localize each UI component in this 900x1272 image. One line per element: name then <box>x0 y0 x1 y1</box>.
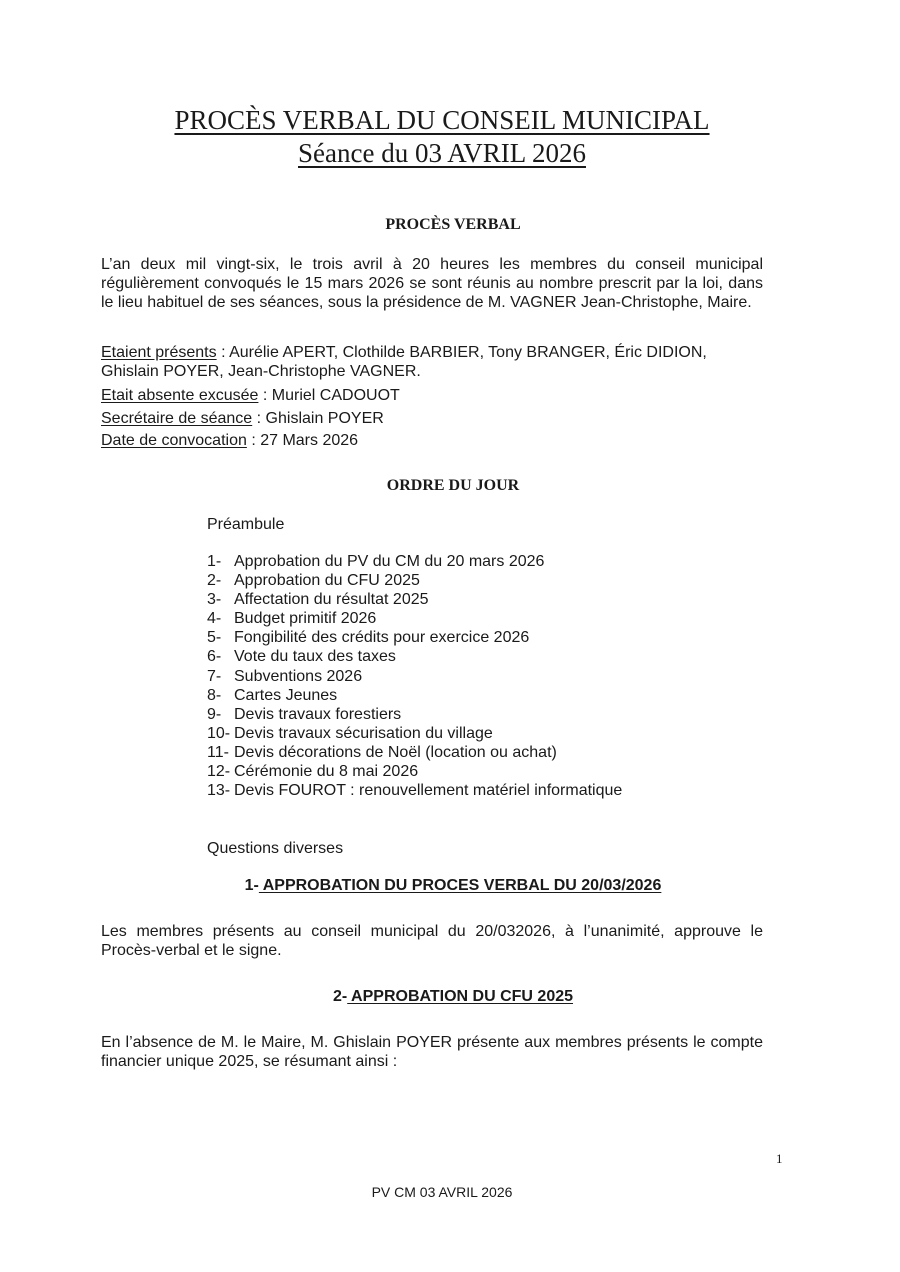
present-label: Etaient présents <box>101 344 217 361</box>
secretary-line <box>101 409 763 428</box>
section2-title: APPROBATION DU CFU 2025 <box>347 988 574 1005</box>
document-title-line2: Séance du 03 AVRIL 2026 <box>298 138 586 168</box>
agenda-list <box>207 552 622 800</box>
intro-paragraph: L’an deux mil vingt-six, le trois avril à 20 heures les membres du conseil municipal régulièrement convoqués le 15 mars 2026 se sont réunis au nombre prescrit par la loi, dans le lieu habituel de ses séances, sous la présidence de M. VAGNER Jean-Christophe, Maire. <box>101 256 763 311</box>
section1-title: APPROBATION DU PROCES VERBAL DU 20/03/2026 <box>258 877 662 894</box>
pv-heading: PROCÈS VERBAL <box>385 216 521 233</box>
agenda-item: 7- Subventions 2026 <box>207 667 363 685</box>
agenda-item: 5- Fongibilité des crédits pour exercice 2026 <box>207 629 530 647</box>
absent-label: Etait absente excusée <box>101 387 259 404</box>
agenda-item: 10- Devis travaux sécurisation du village <box>207 724 493 742</box>
agenda-item: 6- Vote du taux des taxes <box>207 648 396 666</box>
secretary-value: : Ghislain POYER <box>252 410 384 427</box>
attendance-present <box>101 343 763 381</box>
section1-number: 1- <box>244 877 259 894</box>
agenda-item: 2- Approbation du CFU 2025 <box>207 572 420 590</box>
agenda-item: 1- Approbation du PV du CM du 20 mars 2026 <box>207 553 545 570</box>
convocation-line <box>101 431 763 450</box>
document-title-line1: PROCÈS VERBAL DU CONSEIL MUNICIPAL <box>174 105 710 135</box>
agenda-item: 9- Devis travaux forestiers <box>207 705 402 723</box>
other-questions: Questions diverses <box>207 840 344 857</box>
agenda-heading: ORDRE DU JOUR <box>386 477 520 494</box>
section2-body: En l’absence de M. le Maire, M. Ghislain POYER présente aux membres présents le compte financier unique 2025, se résumant ainsi : <box>101 1034 763 1070</box>
convocation-value: : 27 Mars 2026 <box>246 432 359 449</box>
secretary-label: Secrétaire de séance <box>101 410 253 427</box>
agenda-item: 3- Affectation du résultat 2025 <box>207 591 429 609</box>
present-value: : Aurélie APERT, Clothilde BARBIER, Tony BRANGER, Éric DIDION, Ghislain POYER, Jean-Christophe VAGNER. <box>101 344 707 380</box>
absent-value: : Muriel CADOUOT <box>258 387 400 404</box>
section2-heading <box>0 988 900 1006</box>
agenda-item: 11- Devis décorations de Noël (location ou achat) <box>207 743 557 761</box>
agenda-item: 13- Devis FOUROT : renouvellement matériel informatique <box>207 782 623 800</box>
convocation-label: Date de convocation <box>101 432 247 449</box>
section1-body: Les membres présents au conseil municipal du 20/032026, à l’unanimité, approuve le Procès-verbal et le signe. <box>101 923 763 959</box>
page-footer: PV CM 03 AVRIL 2026 <box>371 1184 513 1200</box>
agenda-item: 4- Budget primitif 2026 <box>207 610 377 628</box>
section2-number: 2- <box>332 988 348 1005</box>
agenda-item: 8- Cartes Jeunes <box>207 686 338 704</box>
preamble: Préambule <box>207 516 285 533</box>
page-number: 1 <box>776 1151 783 1166</box>
agenda-item: 12- Cérémonie du 8 mai 2026 <box>207 763 419 781</box>
attendance-absent <box>101 386 763 405</box>
section1-heading <box>0 877 900 895</box>
